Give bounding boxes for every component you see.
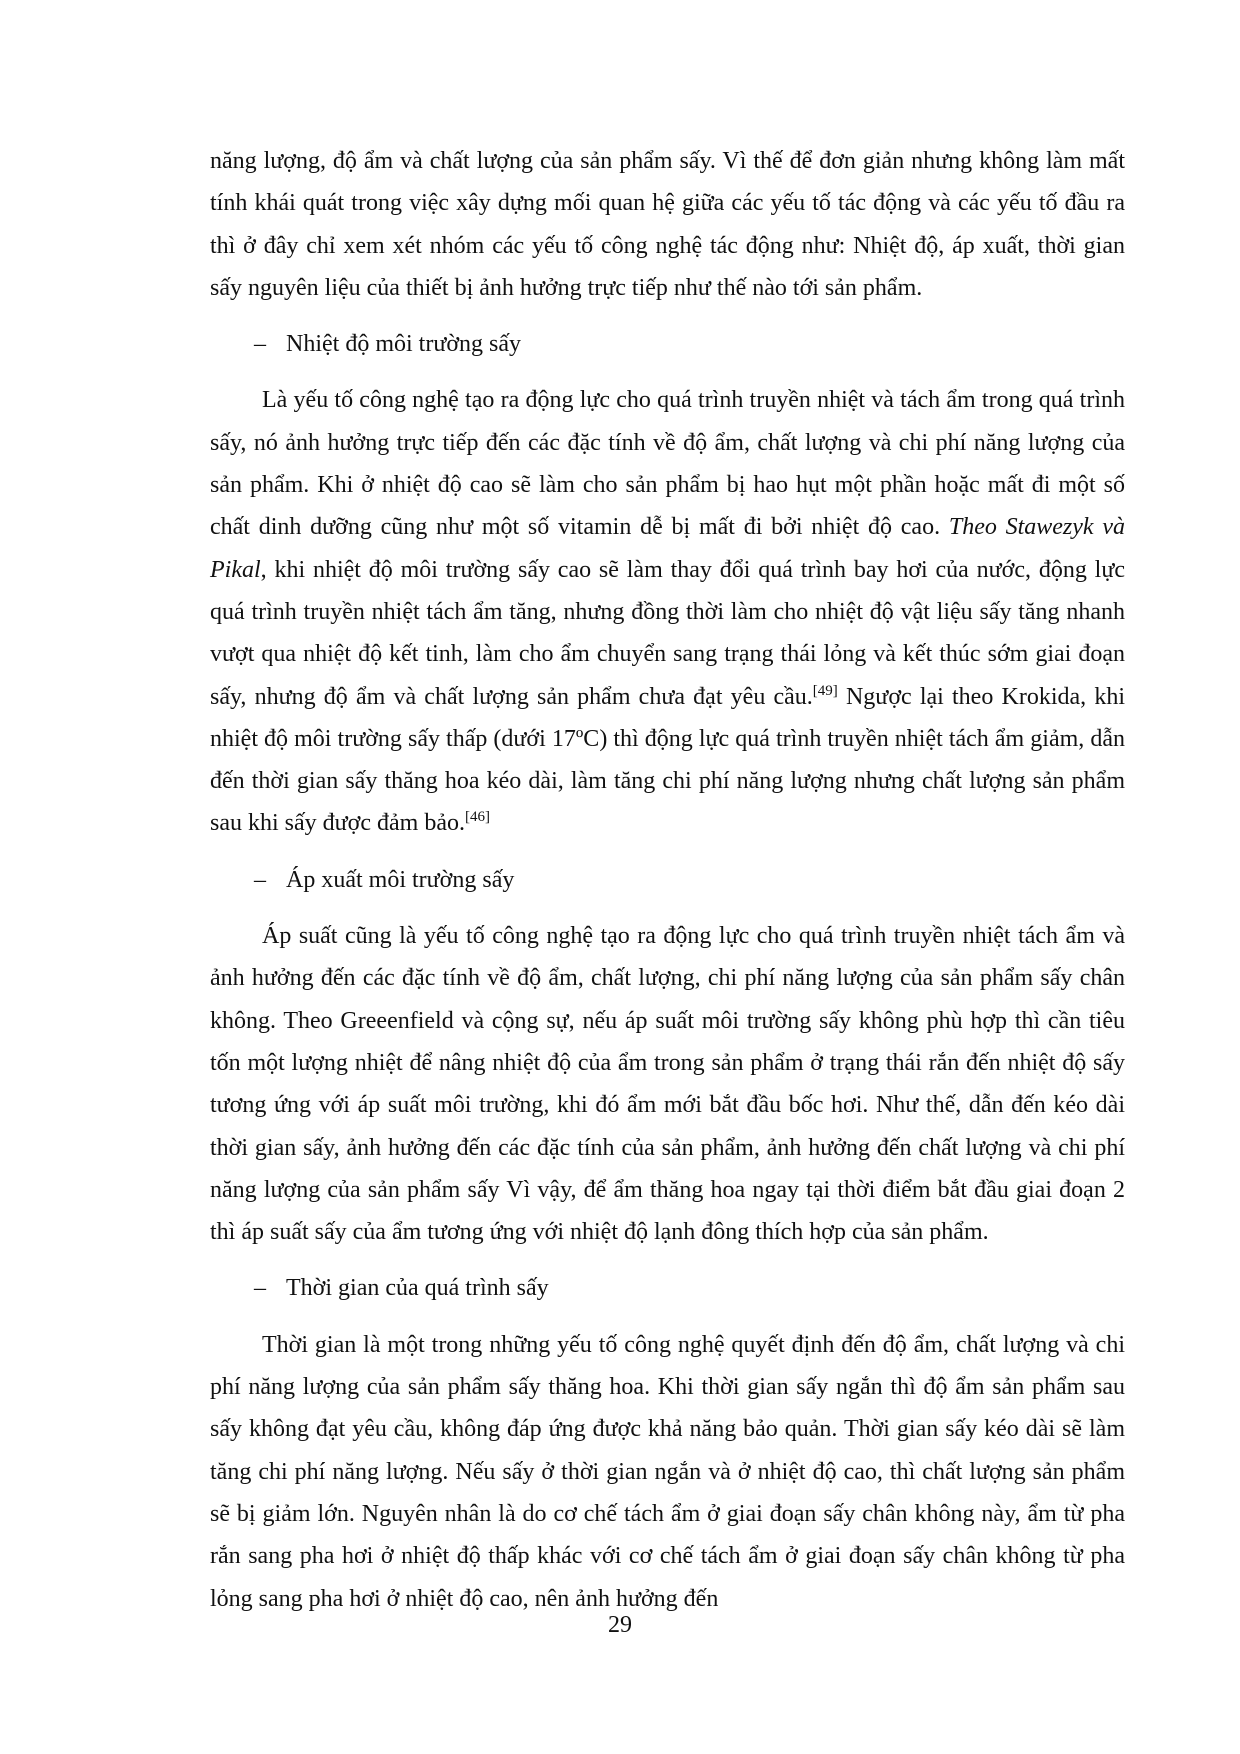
bullet-dash: – [254, 331, 266, 358]
bullet-dash: – [254, 1275, 266, 1302]
italic-citation: Theo Stawezyk và Pikal [210, 514, 1125, 583]
bullet-label: Áp xuất môi trường sấy [286, 866, 515, 893]
paragraph-text: Là yếu tố công nghệ tạo ra động lực cho quá trình truyền nhiệt và tách ẩm trong quá trình sấy, nó ảnh hưởng trực tiếp đến các đặc tính về độ ẩm, chất lượng và chi phí năng lượng của sản phẩm. Khi ở nhiệt độ cao sẽ làm cho sản phẩm bị hao hụt một phần hoặc mất đi một số chất dinh dưỡng cũng như một số vitamin dễ bị mất đi bởi nhiệt độ cao. [210, 387, 1125, 541]
paragraph-time: Thời gian là một trong những yếu tố công nghệ quyết định đến độ ẩm, chất lượng và chi phí năng lượng của sản phẩm sấy thăng hoa. Khi thời gian sấy ngắn thì độ ẩm sản phẩm sau sấy không đạt yêu cầu, không đáp ứng được khả năng bảo quản. Thời gian sấy kéo dài sẽ làm tăng chi phí năng lượng. Nếu sấy ở thời gian ngắn và ở nhiệt độ cao, thì chất lượng sản phẩm sẽ bị giảm lớn. Nguyên nhân là do cơ chế tách ẩm ở giai đoạn sấy chân không này, ẩm từ pha rắn sang pha hơi ở nhiệt độ thấp khác với cơ chế tách ẩm ở giai đoạn sấy chân không từ pha lỏng sang pha hơi ở nhiệt độ cao, nên ảnh hưởng đến [210, 1331, 1125, 1612]
page-number: 29 [608, 1612, 632, 1638]
paragraph-intro: năng lượng, độ ẩm và chất lượng của sản phẩm sấy. Vì thế để đơn giản nhưng không làm mất tính khái quát trong việc xây dựng mối quan hệ giữa các yếu tố tác động và các yếu tố đầu ra thì ở đây chỉ xem xét nhóm các yếu tố công nghệ tác động như: Nhiệt độ, áp xuất, thời gian sấy nguyên liệu của thiết bị ảnh hưởng trực tiếp như thế nào tới sản phẩm. [210, 148, 1125, 301]
document-body [210, 140, 1125, 1620]
paragraph-temperature [210, 379, 1125, 844]
bullet-drying-temperature [210, 323, 1125, 365]
paragraph-text: Ngược lại theo Krokida, khi nhiệt độ môi trường sấy thấp (dưới 17ºC) thì động lực quá trình truyền nhiệt tách ẩm giảm, dẫn đến thời gian sấy thăng hoa kéo dài, làm tăng chi phí năng lượng nhưng chất lượng sản phẩm sau khi sấy được đảm bảo. [210, 683, 1125, 837]
reference-marker: [49] [812, 682, 838, 699]
paragraph-text: , khi nhiệt độ môi trường sấy cao sẽ làm thay đổi quá trình bay hơi của nước, động lực quá trình truyền nhiệt tách ẩm tăng, nhưng đồng thời làm cho nhiệt độ vật liệu sấy tăng nhanh vượt qua nhiệt độ kết tinh, làm cho ẩm chuyển sang trạng thái lỏng và kết thúc sớm giai đoạn sấy, nhưng độ ẩm và chất lượng sản phẩm chưa đạt yêu cầu. [210, 556, 1125, 710]
bullet-dash: – [254, 866, 266, 893]
bullet-label: Thời gian của quá trình sấy [286, 1275, 549, 1302]
reference-marker: [46] [464, 809, 490, 826]
bullet-drying-pressure [210, 859, 1125, 901]
bullet-drying-time [210, 1267, 1125, 1309]
bullet-label: Nhiệt độ môi trường sấy [286, 331, 522, 358]
paragraph-pressure: Áp suất cũng là yếu tố công nghệ tạo ra động lực cho quá trình truyền nhiệt tách ẩm và ảnh hưởng đến các đặc tính về độ ẩm, chất lượng, chi phí năng lượng của sản phẩm sấy chân không. Theo Greeenfield và cộng sự, nếu áp suất môi trường sấy không phù hợp thì cần tiêu tốn một lượng nhiệt để nâng nhiệt độ của ẩm trong sản phẩm ở trạng thái rắn đến nhiệt độ sấy tương ứng với áp suất môi trường, khi đó ẩm mới bắt đầu bốc hơi. Như thế, dẫn đến kéo dài thời gian sấy, ảnh hưởng đến các đặc tính của sản phẩm, ảnh hưởng đến chất lượng và chi phí năng lượng của sản phẩm sấy Vì vậy, để ẩm thăng hoa ngay tại thời điểm bắt đầu giai đoạn 2 thì áp suất sấy của ẩm tương ứng với nhiệt độ lạnh đông thích hợp của sản phẩm. [210, 923, 1125, 1246]
